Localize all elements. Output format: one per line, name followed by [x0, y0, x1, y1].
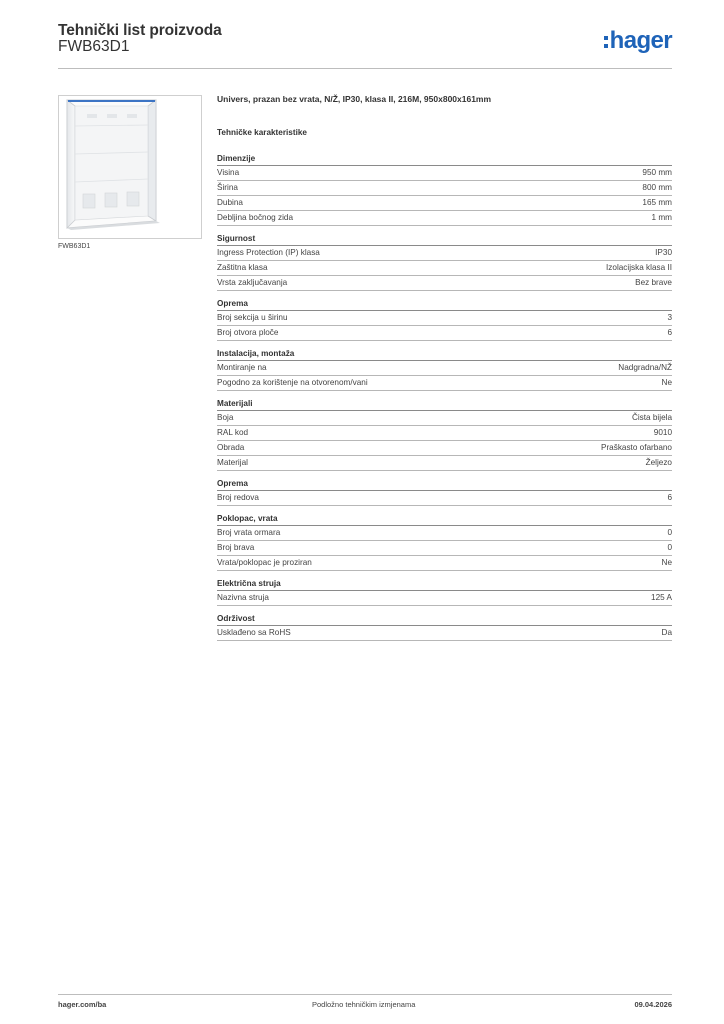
spec-row	[217, 361, 672, 376]
document-title: Tehnički list proizvoda	[58, 22, 222, 39]
spec-label: Broj otvora ploče	[217, 328, 279, 337]
spec-row	[217, 426, 672, 441]
spec-row	[217, 376, 672, 391]
spec-label: Broj vrata ormara	[217, 528, 281, 537]
spec-value: 125 A	[651, 593, 672, 602]
hager-logo[interactable]	[604, 28, 672, 54]
spec-label: Vrsta zaključavanja	[217, 278, 288, 287]
spec-group	[217, 477, 672, 506]
specification-panel	[217, 94, 672, 647]
spec-value: 0	[667, 543, 672, 552]
spec-value: Ne	[661, 378, 672, 387]
spec-value: 3	[667, 313, 672, 322]
spec-row	[217, 626, 672, 641]
spec-value: 6	[667, 493, 672, 502]
page-footer	[58, 994, 672, 1015]
spec-row	[217, 491, 672, 506]
spec-group	[217, 347, 672, 391]
spec-groups	[217, 152, 672, 641]
spec-label: Broj sekcija u širinu	[217, 313, 288, 322]
spec-group-title: Poklopac, vrata	[217, 512, 672, 526]
spec-value: 165 mm	[642, 198, 672, 207]
page-header	[58, 22, 672, 69]
spec-label: RAL kod	[217, 428, 249, 437]
product-image	[58, 95, 202, 239]
spec-value: IP30	[655, 248, 672, 257]
spec-group	[217, 612, 672, 641]
spec-row	[217, 591, 672, 606]
spec-value: Da	[661, 628, 672, 637]
spec-label: Debljina bočnog zida	[217, 213, 294, 222]
spec-row	[217, 326, 672, 341]
spec-value: 9010	[653, 428, 672, 437]
spec-group	[217, 152, 672, 226]
spec-value: 0	[667, 528, 672, 537]
spec-row	[217, 456, 672, 471]
spec-value: Izolacijska klasa II	[606, 263, 672, 272]
spec-label: Vrata/poklopac je proziran	[217, 558, 312, 567]
spec-row	[217, 526, 672, 541]
spec-label: Broj redova	[217, 493, 259, 502]
enclosure-icon	[59, 96, 201, 238]
spec-group-title: Oprema	[217, 297, 672, 311]
spec-row	[217, 196, 672, 211]
spec-group	[217, 297, 672, 341]
spec-value: 950 mm	[642, 168, 672, 177]
product-code: FWB63D1	[58, 38, 130, 55]
spec-value: Nadgradna/NŽ	[618, 363, 672, 372]
spec-label: Montiranje na	[217, 363, 267, 372]
footer-website-link[interactable]: hager.com/ba	[58, 1000, 107, 1009]
spec-group	[217, 577, 672, 606]
footer-date: 09.04.2026	[634, 1000, 672, 1009]
spec-label: Visina	[217, 168, 240, 177]
footer-notice: Podložno tehničkim izmjenama	[312, 1000, 416, 1009]
spec-row	[217, 556, 672, 571]
spec-row	[217, 261, 672, 276]
spec-value: Željezo	[645, 458, 672, 467]
spec-row	[217, 441, 672, 456]
spec-row	[217, 276, 672, 291]
spec-label: Obrada	[217, 443, 245, 452]
spec-label: Boja	[217, 413, 234, 422]
spec-group-title: Sigurnost	[217, 232, 672, 246]
spec-group-title: Održivost	[217, 612, 672, 626]
spec-label: Pogodno za korištenje na otvorenom/vani	[217, 378, 368, 387]
spec-row	[217, 411, 672, 426]
spec-group	[217, 397, 672, 471]
spec-group	[217, 232, 672, 291]
product-description: Univers, prazan bez vrata, N/Ž, IP30, klasa II, 216M, 950x800x161mm	[217, 94, 492, 104]
logo-text: hager	[609, 27, 672, 54]
spec-label: Širina	[217, 183, 238, 192]
spec-value: Čista bijela	[631, 413, 672, 422]
spec-value: 6	[667, 328, 672, 337]
spec-group	[217, 512, 672, 571]
spec-label: Ingress Protection (IP) klasa	[217, 248, 320, 257]
spec-row	[217, 541, 672, 556]
spec-group-title: Oprema	[217, 477, 672, 491]
spec-row	[217, 311, 672, 326]
spec-row	[217, 246, 672, 261]
image-caption: FWB63D1	[58, 243, 91, 250]
spec-label: Usklađeno sa RoHS	[217, 628, 291, 637]
spec-group-title: Električna struja	[217, 577, 672, 591]
spec-group-title: Dimenzije	[217, 152, 672, 166]
spec-row	[217, 211, 672, 226]
spec-label: Nazivna struja	[217, 593, 269, 602]
spec-value: 800 mm	[642, 183, 672, 192]
spec-label: Broj brava	[217, 543, 255, 552]
spec-value: Bez brave	[635, 278, 672, 287]
spec-label: Materijal	[217, 458, 248, 467]
technical-characteristics-heading: Tehničke karakteristike	[217, 128, 307, 137]
spec-value: Praškasto ofarbano	[600, 443, 672, 452]
spec-group-title: Instalacija, montaža	[217, 347, 672, 361]
spec-group-title: Materijali	[217, 397, 672, 411]
spec-label: Zaštitna klasa	[217, 263, 268, 272]
spec-value: Ne	[661, 558, 672, 567]
spec-row	[217, 166, 672, 181]
spec-label: Dubina	[217, 198, 243, 207]
logo-mark-icon	[604, 36, 608, 48]
spec-row	[217, 181, 672, 196]
spec-value: 1 mm	[651, 213, 672, 222]
